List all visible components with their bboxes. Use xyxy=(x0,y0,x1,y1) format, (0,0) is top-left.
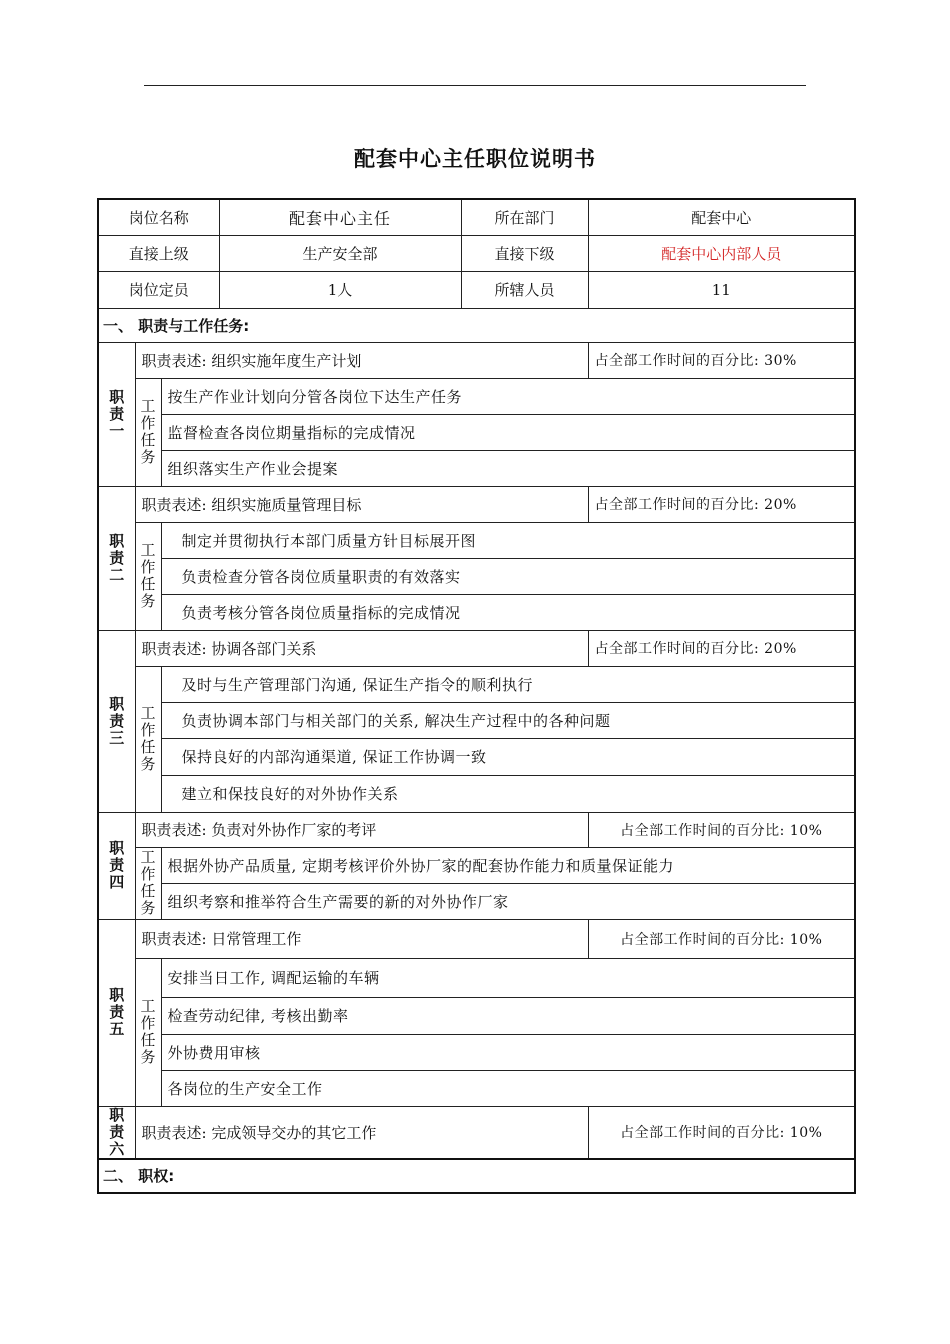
info-label: 直接上级 xyxy=(98,235,219,271)
info-row xyxy=(98,199,855,235)
duty-percent: 占全部工作时间的百分比: 10% xyxy=(588,919,855,958)
duty-percent: 占全部工作时间的百分比: 10% xyxy=(588,1106,855,1159)
info-row xyxy=(98,271,855,308)
work-task-label: 工 作 任 务 xyxy=(135,378,161,486)
info-label: 直接下级 xyxy=(461,235,588,271)
duty-statement-row xyxy=(98,342,855,378)
duty-label: 职 责 一 xyxy=(98,342,135,486)
work-task-label: 工 作 任 务 xyxy=(135,522,161,630)
task-item: 组织落实生产作业会提案 xyxy=(161,450,855,486)
document-title: 配套中心主任职位说明书 xyxy=(354,147,596,171)
duty-statement: 职责表述: 组织实施年度生产计划 xyxy=(135,342,588,378)
work-task-label: 工 作 任 务 xyxy=(135,666,161,812)
info-value: 11 xyxy=(588,271,855,308)
info-label: 岗位名称 xyxy=(98,199,219,235)
task-item: 监督检查各岗位期量指标的完成情况 xyxy=(161,414,855,450)
info-row xyxy=(98,235,855,271)
duty-label: 职 责 四 xyxy=(98,812,135,919)
duty-percent: 占全部工作时间的百分比: 20% xyxy=(588,630,855,666)
task-item: 负责检查分管各岗位质量职责的有效落实 xyxy=(161,558,855,594)
duty-statement-row xyxy=(98,919,855,958)
task-item: 检查劳动纪律, 考核出勤率 xyxy=(161,997,855,1034)
duty-statement-row xyxy=(98,630,855,666)
work-task-label: 工 作 任 务 xyxy=(135,958,161,1106)
task-item: 负责协调本部门与相关部门的关系, 解决生产过程中的各种问题 xyxy=(161,702,855,738)
header-rule xyxy=(144,85,806,86)
duty-label: 职 责 五 xyxy=(98,919,135,1106)
duty-label: 职 责 三 xyxy=(98,630,135,812)
info-label: 岗位定员 xyxy=(98,271,219,308)
duty-label: 职 责 六 xyxy=(98,1106,135,1159)
task-item: 根据外协产品质量, 定期考核评价外协厂家的配套协作能力和质量保证能力 xyxy=(161,847,855,883)
duty-statement: 职责表述: 日常管理工作 xyxy=(135,919,588,958)
info-value: 生产安全部 xyxy=(219,235,461,271)
duty-statement-row xyxy=(98,1106,855,1159)
duty-statement: 职责表述: 负责对外协作厂家的考评 xyxy=(135,812,588,847)
info-value: 配套中心主任 xyxy=(219,199,461,235)
job-description-table xyxy=(97,198,856,1194)
duty-statement: 职责表述: 组织实施质量管理目标 xyxy=(135,486,588,522)
task-item: 保持良好的内部沟通渠道, 保证工作协调一致 xyxy=(161,738,855,775)
task-item: 外协费用审核 xyxy=(161,1034,855,1070)
work-task-label: 工 作 任 务 xyxy=(135,847,161,919)
duty-percent: 占全部工作时间的百分比: 10% xyxy=(588,812,855,847)
info-label: 所辖人员 xyxy=(461,271,588,308)
section-heading: 二、 职权: xyxy=(98,1159,855,1193)
task-item: 各岗位的生产安全工作 xyxy=(161,1070,855,1106)
section-heading: 一、 职责与工作任务: xyxy=(98,308,855,342)
info-label: 所在部门 xyxy=(461,199,588,235)
info-value: 配套中心 xyxy=(588,199,855,235)
task-item: 及时与生产管理部门沟通, 保证生产指令的顺利执行 xyxy=(161,666,855,702)
info-value: 1人 xyxy=(219,271,461,308)
duty-statement-row xyxy=(98,486,855,522)
task-item: 负责考核分管各岗位质量指标的完成情况 xyxy=(161,594,855,630)
duty-percent: 占全部工作时间的百分比: 30% xyxy=(588,342,855,378)
duty-statement: 职责表述: 完成领导交办的其它工作 xyxy=(135,1106,588,1159)
task-item: 按生产作业计划向分管各岗位下达生产任务 xyxy=(161,378,855,414)
info-value-highlight: 配套中心内部人员 xyxy=(588,235,855,271)
duty-label: 职 责 二 xyxy=(98,486,135,630)
task-item: 制定并贯彻执行本部门质量方针目标展开图 xyxy=(161,522,855,558)
task-item: 安排当日工作, 调配运输的车辆 xyxy=(161,958,855,997)
duty-statement: 职责表述: 协调各部门关系 xyxy=(135,630,588,666)
duty-statement-row xyxy=(98,812,855,847)
task-item: 建立和保技良好的对外协作关系 xyxy=(161,775,855,812)
duty-percent: 占全部工作时间的百分比: 20% xyxy=(588,486,855,522)
task-item: 组织考察和推举符合生产需要的新的对外协作厂家 xyxy=(161,883,855,919)
